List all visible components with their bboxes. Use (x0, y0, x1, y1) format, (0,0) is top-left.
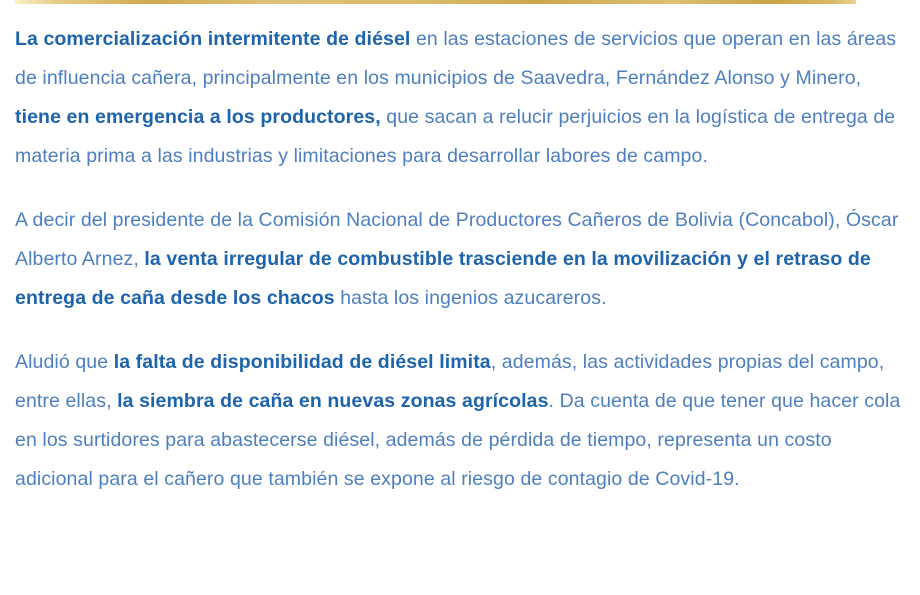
bold-text-segment: la siembra de caña en nuevas zonas agrícolas (117, 390, 549, 412)
text-segment: A decir del presidente de la Comisión Nacional de Productores Cañeros de Bolivia (Concabol), Óscar Alberto Arnez, (15, 209, 899, 270)
text-segment: . Da cuenta de que tener que hacer cola en los surtidores para abastecerse diésel, además de pérdida de tiempo, representa un costo adicional para el cañero que también se expone al riesgo de contagio de Covid-19. (15, 390, 901, 490)
article-paragraph (15, 201, 908, 318)
article-body (0, 4, 908, 499)
text-segment: , además, las actividades propias del campo, entre ellas, (15, 351, 885, 412)
bold-text-segment: tiene en emergencia a los productores, (15, 106, 381, 128)
text-segment: Aludió que (15, 351, 114, 373)
text-segment: hasta los ingenios azucareros. (334, 287, 607, 309)
text-segment: que sacan a relucir perjuicios en la logística de entrega de materia prima a las industrias y limitaciones para desarrollar labores de campo. (15, 106, 896, 167)
bold-text-segment: la venta irregular de combustible trasciende en la movilización y el retraso de entrega de caña desde los chacos (15, 248, 871, 309)
article-paragraph (15, 343, 908, 499)
text-segment: en las estaciones de servicios que operan en las áreas de influencia cañera, principalmente en los municipios de Saavedra, Fernández Alonso y Minero, (15, 28, 897, 89)
bold-text-segment: la falta de disponibilidad de diésel limita (113, 351, 491, 373)
article-paragraph (15, 20, 908, 176)
bold-text-segment: La comercialización intermitente de diésel (15, 28, 411, 50)
